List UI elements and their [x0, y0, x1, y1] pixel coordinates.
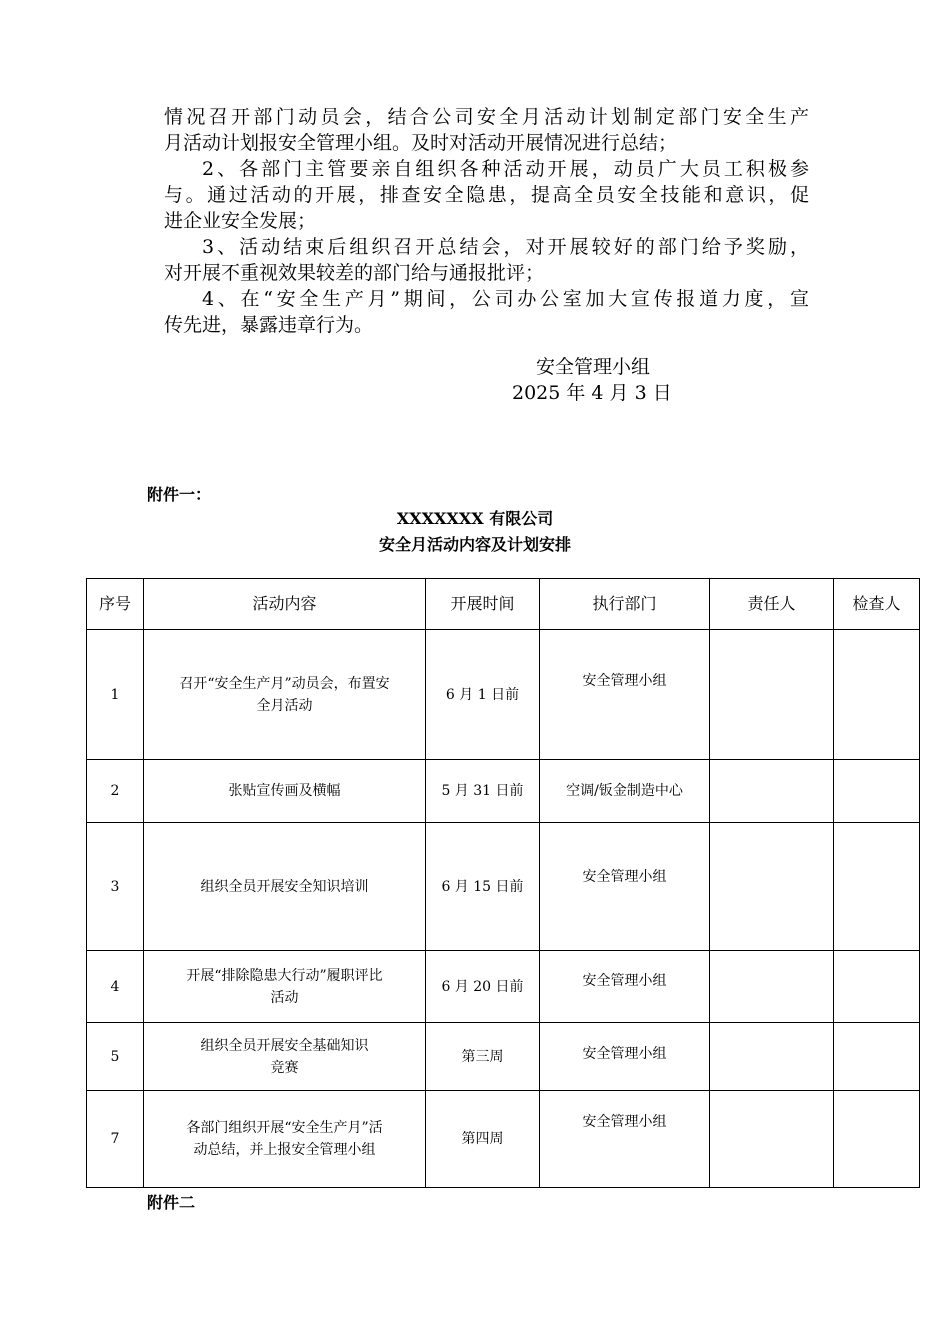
text-line: 对开展不重视效果较差的部门给与通报批评； — [164, 262, 545, 284]
cell-checker — [834, 760, 920, 823]
table-row — [87, 630, 920, 760]
cell-content-line: 动总结，并上报安全管理小组 — [193, 1142, 376, 1158]
cell-content-line: 各部门组织开展“安全生产月”活 — [186, 1120, 383, 1136]
text-line: 3、活动结束后组织召开总结会，对开展较好的部门给予奖励， — [202, 236, 809, 258]
text-line: 与。通过活动的开展，排查安全隐患，提高全员安全技能和意识，促 — [164, 184, 809, 206]
cell-checker — [834, 1023, 920, 1091]
cell-content-line: 组织全员开展安全基础知识 — [200, 1037, 369, 1054]
cell-owner — [710, 630, 834, 760]
cell-dept: 安全管理小组 — [540, 951, 710, 1023]
text-line: 2、各部门主管要亲自组织各种活动开展，动员广大员工积极参 — [202, 158, 809, 180]
table-row — [87, 760, 920, 823]
header-checker: 检查人 — [834, 579, 920, 630]
cell-checker — [834, 823, 920, 951]
text-line: 月活动计划报安全管理小组。及时对活动开展情况进行总结； — [164, 132, 678, 154]
text-line: 进企业安全发展； — [164, 210, 317, 232]
paragraph-3 — [164, 234, 809, 286]
cell-no: 7 — [87, 1091, 144, 1188]
cell-content — [144, 1023, 426, 1091]
activity-plan-table — [86, 578, 920, 1188]
header-owner: 责任人 — [710, 579, 834, 630]
cell-content-line: 组织全员开展安全知识培训 — [200, 878, 369, 895]
table-row — [87, 823, 920, 951]
header-content: 活动内容 — [144, 579, 426, 630]
signature-date: 2025 年 4 月 3 日 — [512, 382, 672, 404]
cell-no: 5 — [87, 1023, 144, 1091]
paragraph-2 — [164, 156, 809, 234]
cell-checker — [834, 1091, 920, 1188]
cell-time: 第三周 — [426, 1023, 540, 1091]
cell-owner — [710, 1091, 834, 1188]
text-line: 4、在“安全生产月”期间，公司办公室加大宣传报道力度，宣 — [202, 288, 809, 310]
annex-2-label: 附件二 — [147, 1193, 196, 1212]
cell-content — [144, 823, 426, 951]
cell-owner — [710, 1023, 834, 1091]
cell-dept: 安全管理小组 — [540, 1023, 710, 1091]
header-dept: 执行部门 — [540, 579, 710, 630]
cell-time: 5 月 31 日前 — [426, 760, 540, 823]
cell-owner — [710, 760, 834, 823]
cell-content — [144, 630, 426, 760]
cell-content-line: 开展“排除隐患大行动”履职评比 — [186, 967, 383, 984]
annex-1-label: 附件一： — [147, 485, 212, 504]
cell-checker — [834, 630, 920, 760]
cell-owner — [710, 823, 834, 951]
table-row — [87, 951, 920, 1023]
cell-content-line: 张贴宣传画及横幅 — [228, 783, 341, 799]
paragraph-4 — [164, 286, 809, 338]
cell-owner — [710, 951, 834, 1023]
cell-time: 第四周 — [426, 1091, 540, 1188]
cell-no: 2 — [87, 760, 144, 823]
cell-no: 1 — [87, 630, 144, 760]
cell-time: 6 月 1 日前 — [426, 630, 540, 760]
cell-checker — [834, 951, 920, 1023]
cell-content — [144, 951, 426, 1023]
cell-content-line: 全月活动 — [256, 697, 313, 714]
cell-content — [144, 1091, 426, 1188]
text-line: 情况召开部门动员会，结合公司安全月活动计划制定部门安全生产 — [164, 106, 809, 128]
table-row — [87, 1023, 920, 1091]
cell-content-line: 活动 — [270, 989, 299, 1006]
table-row — [87, 1091, 920, 1188]
cell-dept: 空调/钣金制造中心 — [540, 760, 710, 823]
company-name: XXXXXXX 有限公司 — [396, 509, 554, 528]
cell-content-line: 召开“安全生产月”动员会，布置安 — [179, 675, 390, 692]
cell-no: 3 — [87, 823, 144, 951]
cell-dept: 安全管理小组 — [540, 823, 710, 951]
header-no: 序号 — [87, 579, 144, 630]
cell-content — [144, 760, 426, 823]
table-header-row — [87, 579, 920, 630]
cell-dept: 安全管理小组 — [540, 630, 710, 760]
header-time: 开展时间 — [426, 579, 540, 630]
cell-dept: 安全管理小组 — [540, 1091, 710, 1188]
signature-org: 安全管理小组 — [536, 356, 651, 378]
cell-no: 4 — [87, 951, 144, 1023]
cell-time: 6 月 15 日前 — [426, 823, 540, 951]
plan-title: 安全月活动内容及计划安排 — [378, 535, 571, 554]
text-line: 传先进，暴露违章行为。 — [164, 314, 374, 336]
cell-time: 6 月 20 日前 — [426, 951, 540, 1023]
cell-content-line: 竞赛 — [270, 1059, 299, 1076]
paragraph-1 — [164, 104, 809, 156]
